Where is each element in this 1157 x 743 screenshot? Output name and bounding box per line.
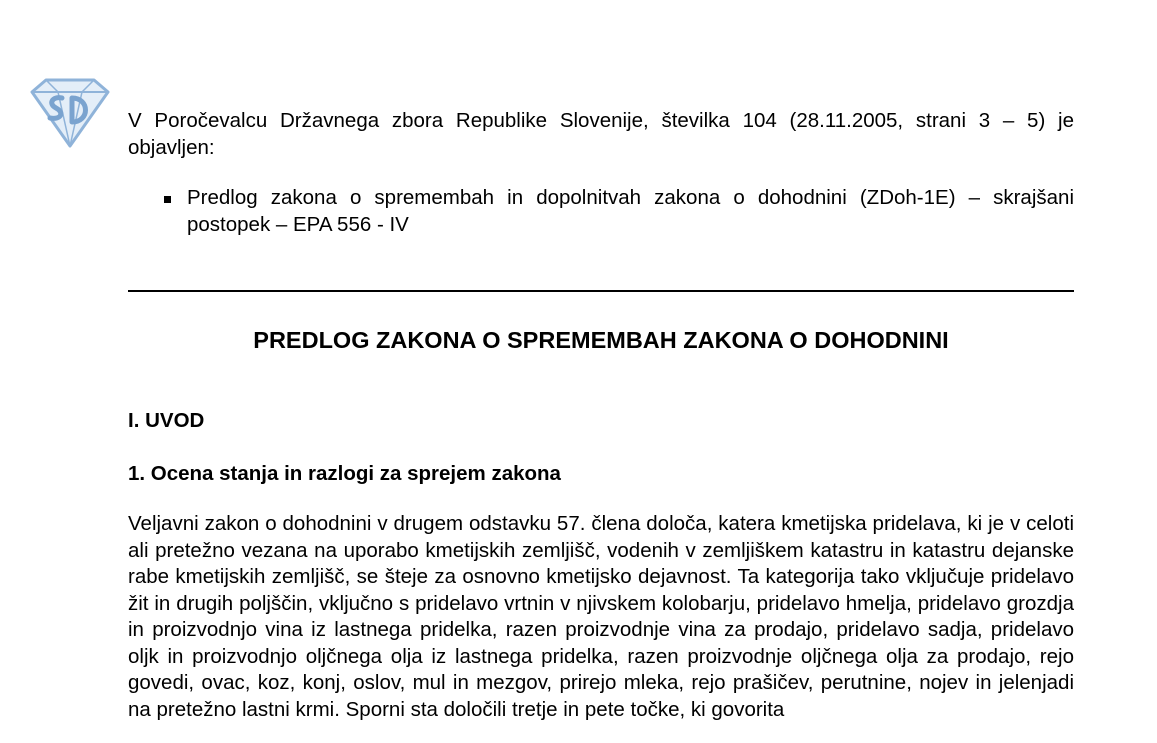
document-title: PREDLOG ZAKONA O SPREMEMBAH ZAKONA O DOHODNINI	[253, 327, 949, 353]
subsection-heading: 1. Ocena stanja in razlogi za sprejem zakona	[128, 462, 561, 485]
section-heading: I. UVOD	[128, 409, 205, 432]
bullet-text: Predlog zakona o spremembah in dopolnitvah zakona o dohodnini (ZDoh-1E) – skrajšani postopek – EPA 556 - IV	[187, 186, 1074, 236]
bullet-list-item	[162, 184, 1074, 238]
intro-paragraph: V Poročevalcu Državnega zbora Republike Slovenije, številka 104 (28.11.2005, strani 3 – 5) je objavljen:	[128, 109, 1074, 159]
body-paragraph: Veljavni zakon o dohodnini v drugem odstavku 57. člena določa, katera kmetijska pridelava, ki je v celoti ali pretežno vezana na uporabo kmetijskih zemljišč, vodenih v zemljiškem katastru in katastru dejanske rabe kmetijskih zemljišč, se šteje za osnovno kmetijsko dejavnost. Ta kategorija tako vključuje pridelavo žit in drugih poljščin, vključno s pridelavo vrtnin v njivskem kolobarju, pridelavo hmelja, pridelavo grozdja in proizvodnjo vina iz lastnega pridelka, razen proizvodnje vina za prodajo, pridelavo sadja, pridelavo oljk in proizvodnjo oljčnega olja iz lastnega pridelka, razen proizvodnje oljčnega olja za prodajo, rejo govedi, ovac, koz, konj, oslov, mul in mezgov, prirejo mleka, rejo prašičev, perutnine, nojev in jelenjadi na pretežno lastni krmi. Sporni sta določili tretje in pete točke, ki govorita	[128, 512, 1074, 721]
bullet-square-icon	[162, 184, 187, 238]
horizontal-divider	[128, 290, 1074, 292]
party-logo-icon	[28, 78, 112, 150]
